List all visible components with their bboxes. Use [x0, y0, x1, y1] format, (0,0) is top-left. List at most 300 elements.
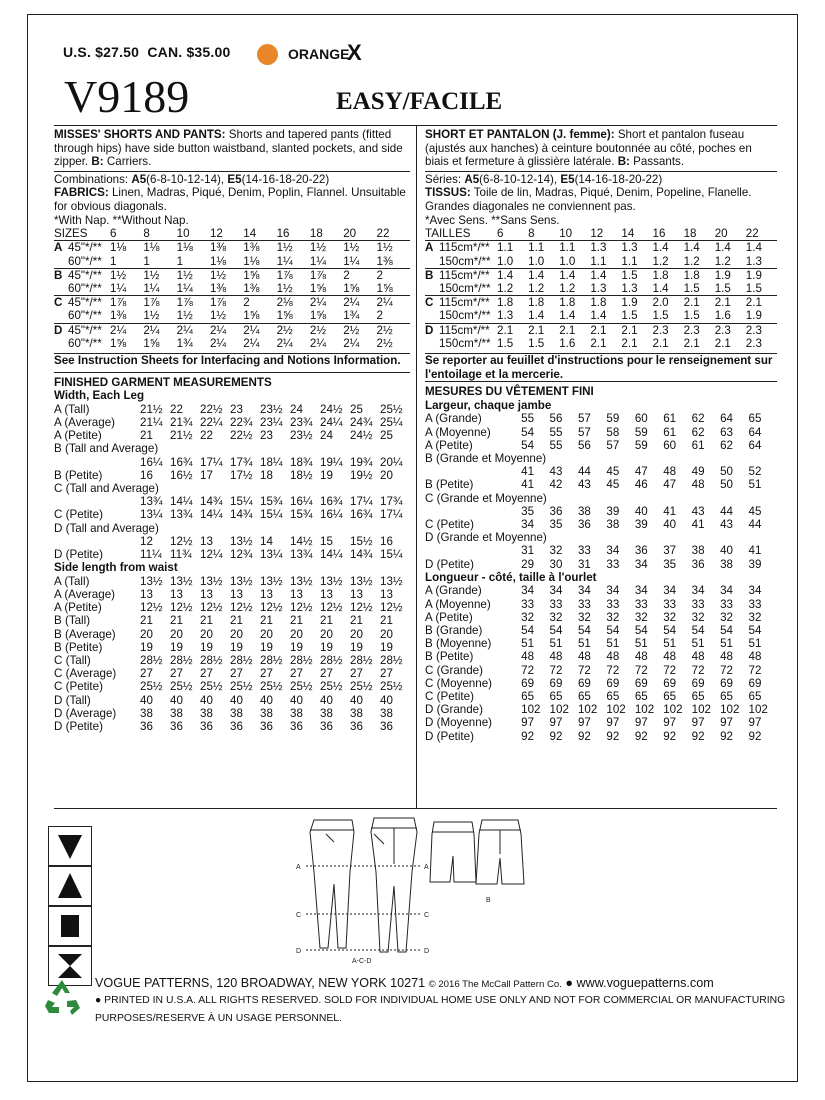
measure-label: D (Petite) [425, 729, 474, 743]
measure-value: 102 [634, 703, 655, 717]
table-row [425, 282, 777, 296]
measure-value: 13¾ [290, 548, 313, 561]
measure-value: 48 [549, 650, 563, 664]
table-row [425, 677, 777, 690]
symbol-down-triangle-icon [48, 826, 92, 866]
table-row [425, 296, 777, 310]
measure-label [425, 505, 521, 518]
english-combinations: Combinations: A5(6-8-10-12-14), E5(14-16-18-20-22) [54, 171, 410, 187]
measure-value: 65 [549, 690, 563, 704]
size-header: 22 [376, 227, 390, 241]
fabric-width: 150cm*/** [439, 281, 491, 295]
english-finished-title: FINISHED GARMENT MEASUREMENTS [54, 375, 272, 389]
yardage-value: 1.8 [590, 296, 607, 310]
measure-value: 13¾ [140, 495, 163, 509]
measure-label: B (Grande et Moyenne) [425, 451, 547, 465]
yardage-value: 1.5 [745, 281, 762, 295]
measure-value: 72 [577, 663, 591, 677]
yardage-value: 1 [143, 254, 150, 268]
table-row [54, 522, 410, 535]
measure-value: 32 [691, 610, 705, 624]
pattern-number: V9189 [64, 71, 190, 122]
yardage-value: 1.1 [559, 241, 576, 255]
measure-value: 27 [380, 667, 393, 681]
yardage-value: 2.1 [497, 323, 514, 337]
yardage-value: 1.2 [683, 254, 700, 268]
measure-value: 65 [691, 690, 705, 704]
measure-value: 20 [290, 627, 303, 641]
measure-value: 27 [230, 667, 243, 681]
yardage-value: 1.0 [528, 254, 545, 268]
measure-value: 65 [634, 690, 648, 704]
measure-value: 40 [380, 693, 393, 707]
measure-value: 33 [748, 597, 762, 611]
measure-value: 102 [720, 703, 740, 717]
yardage-value: 1.8 [528, 296, 545, 310]
table-row [54, 416, 410, 429]
measure-value: 28½ [320, 654, 343, 668]
yardage-value: 2.1 [590, 336, 607, 350]
measure-label: B (Petite) [54, 640, 103, 654]
yardage-value: 1.1 [621, 254, 638, 268]
measure-value: 19 [140, 640, 153, 654]
measure-value: 38 [606, 517, 620, 531]
measure-value: 35 [521, 504, 535, 518]
bullet-icon: ● [565, 976, 573, 990]
measure-label: A (Petite) [425, 610, 473, 624]
measure-value: 33 [549, 597, 563, 611]
table-row [425, 309, 777, 323]
measure-label: C (Petite) [425, 690, 474, 704]
yardage-value: 1½ [276, 281, 293, 295]
yardage-value: 1.8 [683, 268, 700, 282]
measure-value: 39 [748, 557, 762, 571]
measure-label: C (Grande et Moyenne) [425, 491, 547, 505]
measure-value: 38 [350, 706, 363, 720]
measure-value: 41 [663, 504, 677, 518]
measure-value: 13 [200, 588, 213, 601]
measure-value: 40 [634, 504, 648, 518]
measure-value: 15½ [350, 534, 373, 548]
diagram-label-c-right: C [424, 912, 430, 919]
measure-value: 55 [521, 412, 535, 426]
measure-value: 62 [691, 412, 705, 426]
yardage-value: 1½ [176, 268, 193, 282]
measure-value: 51 [748, 637, 762, 651]
yardage-value: 1⅜ [110, 309, 127, 323]
yardage-value: 2.3 [714, 323, 731, 337]
measure-value: 51 [549, 637, 563, 651]
measure-label: B (Average) [54, 627, 116, 641]
measure-value: 17¼ [200, 455, 223, 469]
yardage-value: 2¼ [243, 323, 260, 337]
measure-value: 54 [663, 624, 677, 637]
english-width-table [54, 403, 410, 561]
measure-value: 36 [200, 720, 213, 734]
yardage-value: 2¼ [343, 336, 360, 350]
measure-label: A (Moyenne) [425, 597, 491, 611]
measure-label [425, 465, 521, 478]
measure-value: 28½ [350, 654, 373, 668]
measure-value: 23½ [260, 402, 283, 416]
measure-value: 35 [663, 557, 677, 571]
measure-value: 13½ [320, 574, 343, 588]
measure-value: 14¼ [200, 508, 223, 522]
yardage-value: 2 [243, 296, 250, 310]
yardage-value: 2½ [276, 323, 293, 337]
measure-value: 63 [720, 425, 733, 439]
measure-value: 38 [320, 706, 333, 720]
measure-value: 36 [691, 557, 705, 571]
measure-label [54, 456, 140, 469]
measure-value: 22 [200, 429, 213, 443]
yardage-value: 1.9 [745, 309, 762, 323]
table-row [54, 469, 410, 482]
measure-value: 19¾ [350, 455, 373, 469]
yardage-value: 2 [376, 309, 383, 323]
measure-value: 19 [260, 640, 273, 654]
measure-value: 25¼ [380, 415, 403, 429]
yardage-value: 1.5 [621, 309, 638, 323]
yardage-value: 1.3 [745, 254, 762, 268]
measure-value: 34 [606, 544, 620, 558]
measure-value: 20 [380, 627, 393, 641]
yardage-value: 2.1 [621, 336, 638, 350]
measure-label [54, 495, 140, 508]
yardage-value: 1½ [143, 309, 160, 323]
yardage-value: 1.4 [745, 241, 762, 255]
french-width-table [425, 412, 777, 570]
size-header: 8 [528, 227, 535, 241]
yardage-value: 1⅝ [243, 268, 260, 282]
table-row [54, 255, 410, 269]
measure-value: 31 [577, 557, 591, 571]
size-header: 20 [714, 227, 728, 241]
measure-value: 48 [720, 650, 733, 664]
diagram-label-a: A [296, 864, 301, 871]
french-description: SHORT ET PANTALON (J. femme): Short et pantalon fuseau (ajustés aux hanches) à ceinture boutonnée au côté, poches en biais et fermeture à glissière latérale. B: Passants. [425, 128, 752, 169]
yardage-value: 1.1 [528, 241, 545, 255]
measure-value: 18¾ [290, 455, 313, 469]
measure-value: 41 [521, 465, 535, 479]
measure-value: 51 [663, 637, 677, 651]
measure-value: 38 [290, 706, 303, 720]
yardage-value: 2½ [376, 336, 393, 350]
table-row [54, 323, 410, 337]
measure-value: 14 [260, 534, 273, 548]
measure-value: 32 [748, 610, 762, 624]
measure-value: 102 [663, 703, 683, 717]
measure-value: 72 [663, 663, 677, 677]
measure-value: 22½ [230, 429, 253, 443]
yardage-value: 2.0 [652, 296, 669, 310]
measure-value: 102 [549, 703, 569, 717]
yardage-value: 2.1 [559, 323, 576, 337]
table-row [425, 703, 777, 716]
yardage-value: 1⅛ [110, 241, 127, 255]
measure-label: C (Petite) [54, 680, 103, 694]
table-row [54, 641, 410, 654]
measure-value: 92 [577, 729, 591, 743]
measure-value: 21½ [170, 429, 193, 443]
price-can: CAN. $35.00 [147, 44, 231, 60]
size-header: 6 [497, 227, 504, 241]
measure-value: 72 [634, 663, 648, 677]
measure-value: 61 [663, 412, 677, 426]
measure-value: 27 [320, 667, 333, 681]
yardage-value: 1¼ [110, 281, 127, 295]
measure-value: 25 [350, 402, 363, 416]
table-row [54, 680, 410, 693]
measure-value: 24¾ [350, 415, 373, 429]
yardage-value: 1⅜ [243, 281, 260, 295]
diagram-label-a-right: A [424, 864, 429, 871]
measure-label: C (Petite) [425, 517, 474, 531]
measure-value: 13 [350, 588, 363, 601]
measure-value: 32 [577, 610, 591, 624]
yardage-value: 1.1 [590, 254, 607, 268]
measure-label: A (Grande) [425, 412, 482, 426]
table-row [54, 654, 410, 667]
fabric-width: 150cm*/** [439, 254, 491, 268]
yardage-value: 1.3 [590, 241, 607, 255]
yardage-value: 2¼ [243, 336, 260, 350]
measure-value: 28½ [290, 654, 313, 668]
table-row [425, 730, 777, 743]
yardage-value: 1⅝ [143, 336, 160, 350]
yardage-value: 2.1 [683, 336, 700, 350]
measure-value: 65 [521, 690, 535, 704]
measure-value: 40 [260, 693, 273, 707]
yardage-value: 2¼ [343, 296, 360, 310]
view-label: C [425, 296, 434, 310]
view-label [425, 309, 439, 323]
measure-value: 47 [634, 465, 648, 479]
fabric-width: 150cm*/** [439, 336, 491, 350]
measure-value: 23½ [290, 429, 313, 443]
measure-label: A (Average) [54, 588, 116, 601]
measure-value: 20 [350, 627, 363, 641]
measure-value: 20 [380, 468, 393, 482]
measure-value: 64 [720, 412, 733, 426]
english-side-title: Side length from waist [54, 561, 178, 575]
measure-value: 41 [748, 544, 762, 558]
measure-value: 44 [577, 465, 591, 479]
measure-value: 92 [634, 729, 648, 743]
fabric-width: 115cm*/** [439, 241, 490, 255]
english-nap-note: *With Nap. **Without Nap. [54, 213, 189, 227]
measure-value: 38 [380, 706, 393, 720]
yardage-value: 1.4 [528, 309, 545, 323]
measure-value: 14¾ [200, 495, 223, 509]
diagram-label-d-right: D [424, 948, 430, 955]
measure-value: 54 [691, 624, 705, 637]
yardage-value: 1⅞ [309, 268, 327, 282]
measure-value: 34 [521, 517, 535, 531]
measure-value: 92 [663, 729, 677, 743]
measure-value: 34 [748, 584, 762, 598]
view-label [54, 282, 68, 296]
measure-value: 21 [350, 614, 363, 628]
measure-value: 92 [606, 729, 620, 743]
measure-value: 25½ [380, 402, 403, 416]
measure-value: 72 [606, 663, 620, 677]
yardage-value: 1⅜ [209, 241, 227, 255]
yardage-value: 1⅞ [276, 268, 293, 282]
fabric-width: 45"*/** [68, 241, 102, 255]
english-width-title: Width, Each Leg [54, 389, 145, 403]
table-row [425, 505, 777, 518]
view-label [425, 282, 439, 296]
measure-label: B (Grande) [425, 624, 483, 637]
footer-company: VOGUE PATTERNS, 120 BROADWAY, NEW YORK 10271 [95, 976, 426, 990]
measure-value: 59 [606, 412, 620, 426]
table-row [425, 478, 777, 491]
view-label [425, 337, 439, 350]
measure-value: 25½ [290, 680, 313, 694]
yardage-value: 2.1 [590, 323, 607, 337]
measure-value: 28½ [260, 654, 283, 668]
measure-value: 61 [663, 425, 677, 439]
yardage-value: 1½ [343, 241, 360, 255]
measure-value: 19 [170, 640, 183, 654]
measure-value: 72 [549, 663, 563, 677]
measure-value: 21¼ [140, 415, 163, 429]
measure-label: C (Grande) [425, 663, 483, 677]
measure-value: 13 [200, 534, 213, 548]
measure-value: 15¼ [260, 508, 283, 522]
yardage-value: 2¼ [209, 323, 227, 337]
measure-value: 14¼ [320, 548, 343, 561]
measure-value: 24½ [320, 402, 343, 416]
measure-label [54, 535, 140, 548]
measure-value: 19¼ [320, 455, 343, 469]
symbol-square-icon [48, 906, 92, 946]
measure-value: 25½ [260, 680, 283, 694]
measure-value: 12¼ [200, 548, 223, 561]
view-label: D [425, 323, 434, 337]
yardage-value: 1½ [110, 268, 127, 282]
table-row [54, 575, 410, 588]
table-row [54, 628, 410, 641]
measure-value: 64 [748, 438, 762, 452]
measure-value: 24 [290, 402, 303, 416]
yardage-value: 2.3 [745, 336, 762, 350]
measure-label: C (Average) [54, 667, 117, 681]
measure-value: 51 [521, 637, 535, 651]
measure-value: 40 [170, 693, 183, 707]
yardage-value: 1.4 [714, 241, 731, 255]
measure-value: 21½ [140, 402, 163, 416]
technical-drawing [290, 812, 530, 967]
yardage-value: 1.5 [683, 281, 700, 295]
yardage-value: 1.5 [683, 309, 700, 323]
measure-value: 17¼ [380, 508, 403, 522]
measure-value: 54 [549, 624, 563, 637]
recycle-icon [40, 976, 84, 1020]
measure-value: 42 [549, 478, 563, 492]
yardage-value: 1.0 [559, 254, 576, 268]
body-bottom-rule [54, 808, 777, 809]
yardage-value: 1½ [209, 268, 227, 282]
table-row [54, 337, 410, 350]
measure-value: 97 [748, 716, 762, 730]
table-row [54, 667, 410, 680]
yardage-value: 1.6 [714, 309, 731, 323]
measure-value: 13½ [230, 574, 253, 588]
measure-value: 13 [290, 588, 303, 601]
yardage-value: 1 [176, 254, 184, 268]
measure-value: 33 [663, 597, 677, 611]
table-row [425, 544, 777, 557]
measure-value: 21 [290, 614, 303, 628]
measure-value: 23¼ [260, 415, 283, 429]
diagram-label-acd: A-C-D [352, 958, 372, 965]
yardage-value: 1.8 [497, 296, 514, 310]
table-row [54, 614, 410, 627]
measure-value: 36 [320, 720, 333, 734]
measure-value: 20 [200, 627, 213, 641]
yardage-value: 1.4 [652, 281, 669, 295]
view-label: B [425, 268, 434, 282]
measure-value: 48 [663, 465, 677, 479]
measure-value: 19 [380, 640, 393, 654]
measure-value: 13½ [230, 534, 253, 548]
measure-value: 36 [634, 544, 648, 558]
yardage-value: 1 [110, 254, 117, 268]
measure-value: 54 [748, 624, 762, 637]
measure-value: 51 [634, 637, 648, 651]
measure-value: 69 [691, 676, 705, 690]
yardage-value: 1.4 [590, 309, 607, 323]
measure-value: 72 [521, 663, 535, 677]
measure-value: 12½ [200, 601, 223, 615]
measure-value: 17 [200, 468, 213, 482]
view-label [54, 337, 68, 350]
size-header: 14 [621, 227, 635, 241]
table-row [425, 690, 777, 703]
measure-value: 55 [549, 438, 563, 452]
measure-value: 38 [720, 557, 733, 571]
measure-value: 36 [290, 720, 303, 734]
measure-label: A (Tall) [54, 402, 90, 416]
table-row [54, 309, 410, 323]
footer-company-line [95, 976, 714, 990]
measure-value: 51 [577, 637, 591, 651]
yardage-value: 1.4 [559, 268, 576, 282]
measure-value: 97 [663, 716, 677, 730]
table-row [54, 282, 410, 296]
measure-value: 57 [577, 412, 591, 426]
view-label: D [54, 323, 63, 337]
sizes-label: TAILLES [425, 227, 471, 241]
color-label: ORANGE [288, 46, 350, 62]
yardage-value: 1.4 [497, 268, 514, 282]
measure-value: 13 [170, 588, 183, 601]
yardage-value: 2¼ [110, 323, 127, 337]
fabric-width: 60"*/** [68, 336, 102, 350]
footer-website[interactable]: www.voguepatterns.com [576, 976, 714, 990]
table-row [425, 412, 777, 425]
table-row [54, 548, 410, 561]
table-row [425, 611, 777, 624]
measure-value: 56 [549, 412, 563, 426]
measure-value: 18 [260, 468, 273, 482]
table-row [425, 558, 777, 571]
yardage-value: 2¼ [276, 336, 293, 350]
diagram-label-d-left: D [296, 948, 302, 955]
yardage-value: 1¼ [143, 281, 160, 295]
